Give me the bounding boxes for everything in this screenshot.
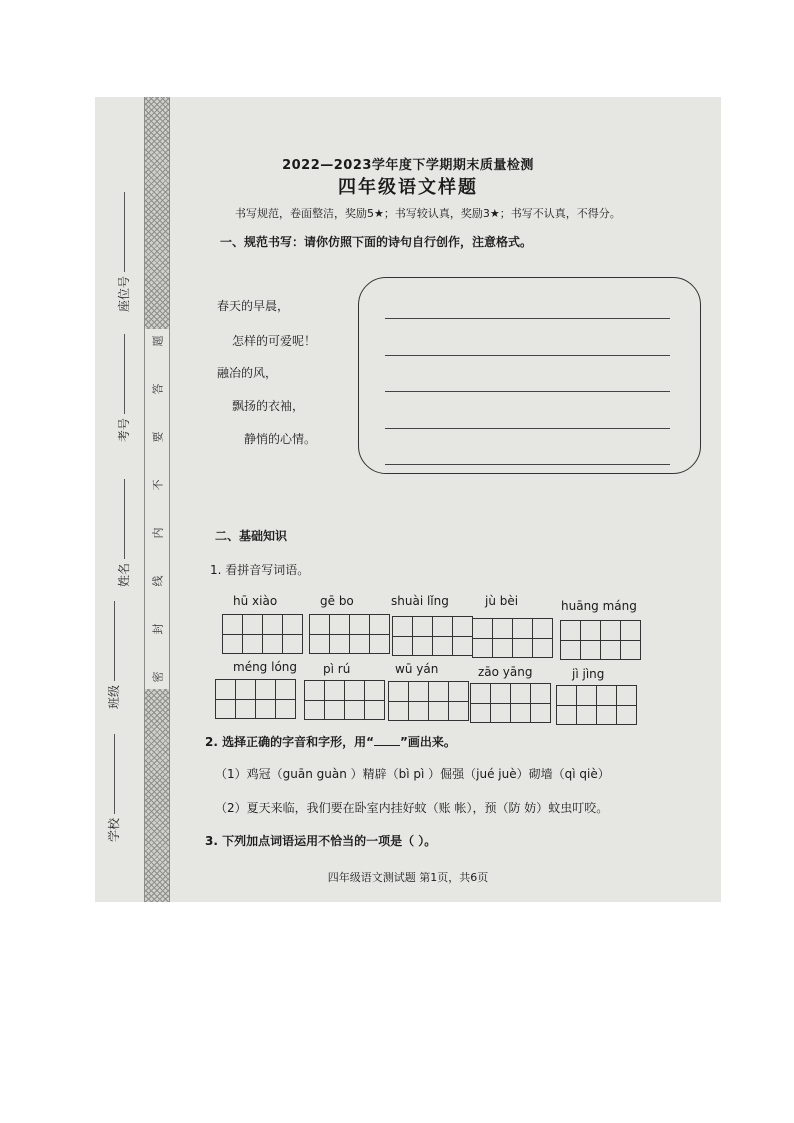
grid-cell[interactable] xyxy=(531,684,550,722)
pinyin-label: jù bèi xyxy=(485,594,519,608)
grid-cell[interactable] xyxy=(601,621,621,659)
field-name-label: 姓名 xyxy=(117,562,131,587)
field-exam-number xyxy=(115,334,132,442)
writing-answer-box[interactable] xyxy=(358,277,701,474)
exam-title: 2022—2023学年度下学期期末质量检测 xyxy=(282,158,534,173)
grid-cell[interactable] xyxy=(305,681,325,719)
grid-cell[interactable] xyxy=(513,619,533,657)
grid-cell[interactable] xyxy=(617,686,636,724)
grid-cell[interactable] xyxy=(533,619,552,657)
pinyin-label: jì jìng xyxy=(572,667,605,681)
grid-cell[interactable] xyxy=(243,615,263,653)
writing-line[interactable] xyxy=(385,355,670,356)
grid-cell[interactable] xyxy=(581,621,601,659)
grid-cell[interactable] xyxy=(413,617,433,655)
grid-cell[interactable] xyxy=(621,621,640,659)
field-seat-number-label: 座位号 xyxy=(117,275,131,312)
handwriting-note: 书写规范，卷面整洁，奖励5★；书写较认真，奖励3★；书写不认真，不得分。 xyxy=(235,207,621,220)
writing-line[interactable] xyxy=(385,391,670,392)
grid-cell[interactable] xyxy=(223,615,243,653)
seal-char: 答 xyxy=(151,383,164,395)
character-grid[interactable] xyxy=(560,620,641,660)
question-2 xyxy=(205,733,456,750)
pinyin-label: shuài lǐng xyxy=(391,594,449,608)
grid-cell[interactable] xyxy=(511,684,531,722)
pinyin-label: wū yán xyxy=(395,662,439,676)
grid-cell[interactable] xyxy=(393,617,413,655)
grid-cell[interactable] xyxy=(365,681,384,719)
grid-cell[interactable] xyxy=(471,684,491,722)
poem-line: 春天的早晨， xyxy=(217,299,290,313)
field-seat-number xyxy=(115,192,132,312)
writing-line[interactable] xyxy=(385,318,670,319)
grid-cell[interactable] xyxy=(330,615,350,653)
binding-strip xyxy=(144,97,170,902)
pinyin-label: gē bo xyxy=(320,594,354,608)
grid-cell[interactable] xyxy=(325,681,345,719)
grid-cell[interactable] xyxy=(236,680,256,718)
character-grid[interactable] xyxy=(470,683,551,723)
question-3: 3. 下列加点词语运用不恰当的一项是（ ）。 xyxy=(205,834,437,848)
grid-cell[interactable] xyxy=(256,680,276,718)
character-grid[interactable] xyxy=(388,681,469,721)
grid-cell[interactable] xyxy=(561,621,581,659)
exam-paper xyxy=(95,97,721,902)
section1-heading: 一、规范书写：请你仿照下面的诗句自行创作，注意格式。 xyxy=(220,235,533,249)
pinyin-label: zāo yāng xyxy=(478,665,533,679)
grid-cell[interactable] xyxy=(429,682,449,720)
seal-char: 题 xyxy=(151,335,164,347)
seal-line-notice xyxy=(145,329,169,689)
seal-char: 线 xyxy=(151,575,164,587)
field-school-label: 学校 xyxy=(107,817,121,842)
grid-cell[interactable] xyxy=(345,681,365,719)
field-class xyxy=(105,601,122,709)
seal-char: 要 xyxy=(151,431,164,443)
seal-char: 内 xyxy=(151,527,164,539)
grid-cell[interactable] xyxy=(449,682,468,720)
poem-line: 飘扬的衣袖， xyxy=(232,399,305,413)
question-2-prefix: 2. 选择正确的字音和字形，用“ xyxy=(205,735,374,749)
pinyin-label: méng lóng xyxy=(233,660,298,674)
grid-cell[interactable] xyxy=(557,686,577,724)
character-grid[interactable] xyxy=(309,614,390,654)
grid-cell[interactable] xyxy=(493,619,513,657)
field-name xyxy=(115,479,132,587)
poem-line: 静悄的心情。 xyxy=(244,432,317,446)
page-footer: 四年级语文测试题 第1页，共6页 xyxy=(327,871,489,884)
seal-char: 封 xyxy=(151,623,164,635)
grid-cell[interactable] xyxy=(577,686,597,724)
underline-blank xyxy=(374,745,400,746)
grid-cell[interactable] xyxy=(263,615,283,653)
grid-cell[interactable] xyxy=(370,615,389,653)
grid-cell[interactable] xyxy=(350,615,370,653)
seal-char: 密 xyxy=(151,671,164,683)
grid-cell[interactable] xyxy=(491,684,511,722)
grid-cell[interactable] xyxy=(276,680,295,718)
poem-line: 怎样的可爱呢！ xyxy=(232,334,317,348)
field-exam-number-label: 考号 xyxy=(117,417,131,442)
grid-cell[interactable] xyxy=(409,682,429,720)
pinyin-label: hū xiào xyxy=(233,594,278,608)
character-grid[interactable] xyxy=(304,680,385,720)
character-grid[interactable] xyxy=(222,614,303,654)
pinyin-label: pì rú xyxy=(323,662,351,676)
character-grid[interactable] xyxy=(472,618,553,658)
grid-cell[interactable] xyxy=(389,682,409,720)
question-2-item-1: （1）鸡冠（guān guàn ）精辟（bì pì ）倔强（jué juè）砌墙（qì qiè） xyxy=(215,767,610,781)
question-2-item-2: （2）夏天来临，我们要在卧室内挂好蚊（账 帐），预（防 妨）蚊虫叮咬。 xyxy=(215,801,609,815)
grid-cell[interactable] xyxy=(473,619,493,657)
character-grid[interactable] xyxy=(392,616,473,656)
writing-line[interactable] xyxy=(385,464,670,465)
exam-subtitle: 四年级语文样题 xyxy=(338,177,478,198)
character-grid[interactable] xyxy=(215,679,296,719)
question-2-suffix: ”画出来。 xyxy=(399,735,456,749)
grid-cell[interactable] xyxy=(433,617,453,655)
grid-cell[interactable] xyxy=(597,686,617,724)
poem-line: 融冶的风， xyxy=(217,366,278,380)
field-school xyxy=(105,734,122,842)
writing-line[interactable] xyxy=(385,428,670,429)
field-class-label: 班级 xyxy=(107,684,121,709)
pinyin-label: huāng máng xyxy=(561,599,637,613)
character-grid[interactable] xyxy=(556,685,637,725)
grid-cell[interactable] xyxy=(310,615,330,653)
section2-heading: 二、基础知识 xyxy=(215,529,288,543)
question-1: 1. 看拼音写词语。 xyxy=(210,563,310,577)
grid-cell[interactable] xyxy=(283,615,302,653)
grid-cell[interactable] xyxy=(453,617,472,655)
grid-cell[interactable] xyxy=(216,680,236,718)
seal-char: 不 xyxy=(151,479,164,491)
